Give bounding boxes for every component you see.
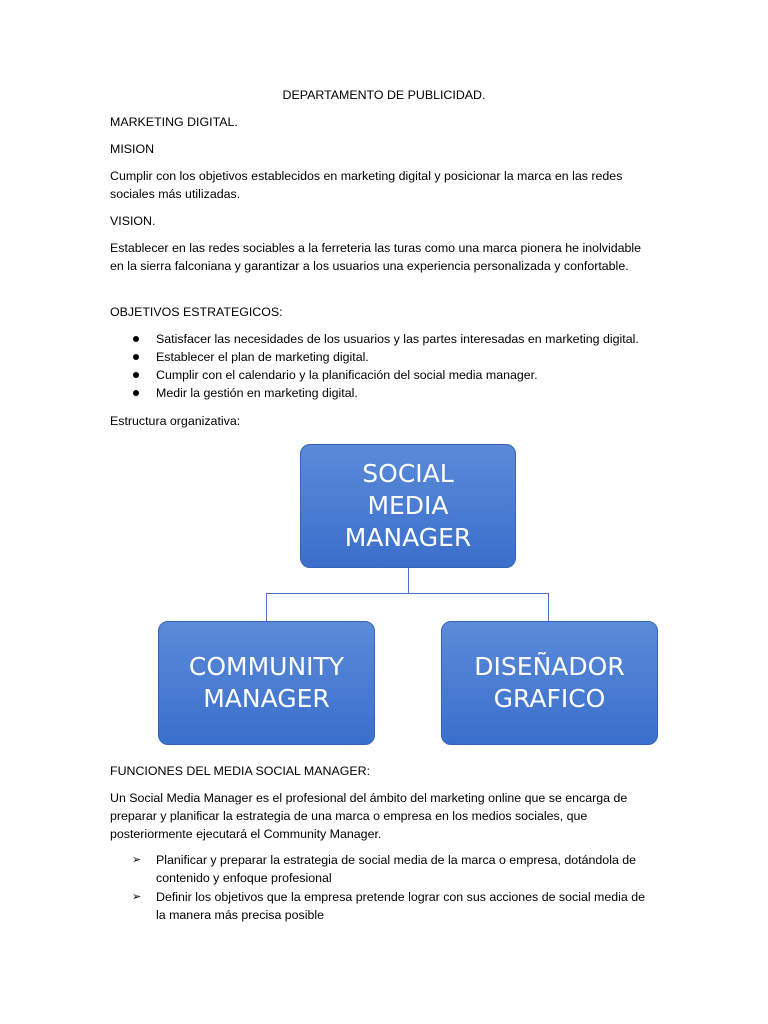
bullet-icon (133, 390, 139, 396)
list-item-text: Planificar y preparar la estrategia de social media de la marca o empresa, dotándola de contenido y enfoque profesional (156, 853, 637, 885)
funciones-list (110, 851, 658, 924)
org-node-label: COMMUNITY (188, 652, 345, 681)
list-item-text: Cumplir con el calendario y la planificación del social media manager. (156, 368, 538, 382)
org-connector-horizontal (266, 593, 549, 594)
vision-paragraph: Establecer en las redes sociables a la ferreteria las turas como una marca pionera he inolvidable en la sierra falconiana y garantizar a los usuarios una experiencia personalizada y confortable. (110, 241, 642, 273)
objetivos-heading: OBJETIVOS ESTRATEGICOS: (110, 305, 283, 319)
org-node-disenador-grafico (441, 621, 658, 745)
org-node-label: DISEÑADOR (474, 652, 625, 681)
org-connector-vertical (408, 568, 409, 593)
org-node-label: MANAGER (344, 523, 472, 552)
mision-heading: MISION (110, 142, 155, 156)
list-item (110, 330, 639, 348)
org-node-community-manager (158, 621, 375, 745)
bullet-icon (133, 336, 139, 342)
arrow-bullet-icon: ➢ (132, 854, 142, 866)
org-node-label: MEDIA (367, 491, 449, 520)
org-connector-right (548, 593, 549, 621)
list-item-text: Medir la gestión en marketing digital. (156, 386, 358, 400)
list-item (110, 366, 639, 384)
org-node-label: SOCIAL (362, 459, 454, 488)
list-item-text: Establecer el plan de marketing digital. (156, 350, 369, 364)
org-connector-left (266, 593, 267, 621)
section-heading: MARKETING DIGITAL. (110, 115, 238, 129)
list-item (110, 888, 658, 924)
list-item (110, 348, 639, 366)
bullet-icon (133, 372, 139, 378)
arrow-bullet-icon: ➢ (132, 891, 142, 903)
estructura-heading: Estructura organizativa: (110, 414, 241, 428)
org-node-social-media-manager (300, 444, 516, 568)
list-item-text: Definir los objetivos que la empresa pretende lograr con sus acciones de social media de la manera más precisa posible (156, 890, 646, 922)
list-item (110, 851, 658, 887)
objetivos-list (110, 330, 639, 402)
funciones-paragraph: Un Social Media Manager es el profesional del ámbito del marketing online que se encarga de preparar y planificar la estrategia de una marca o empresa en los medios sociales, que posteriormente ejecutará el Community Manager. (110, 791, 628, 841)
org-node-label: GRAFICO (493, 684, 606, 713)
vision-heading: VISION. (110, 214, 156, 228)
org-node-label: MANAGER (203, 684, 330, 713)
list-item-text: Satisfacer las necesidades de los usuarios y las partes interesadas en marketing digital. (156, 332, 639, 346)
bullet-icon (133, 354, 139, 360)
funciones-heading: FUNCIONES DEL MEDIA SOCIAL MANAGER: (110, 764, 371, 778)
page-title: DEPARTAMENTO DE PUBLICIDAD. (282, 88, 486, 102)
mision-paragraph: Cumplir con los objetivos establecidos en marketing digital y posicionar la marca en las redes sociales más utilizadas. (110, 169, 623, 201)
list-item (110, 384, 639, 402)
